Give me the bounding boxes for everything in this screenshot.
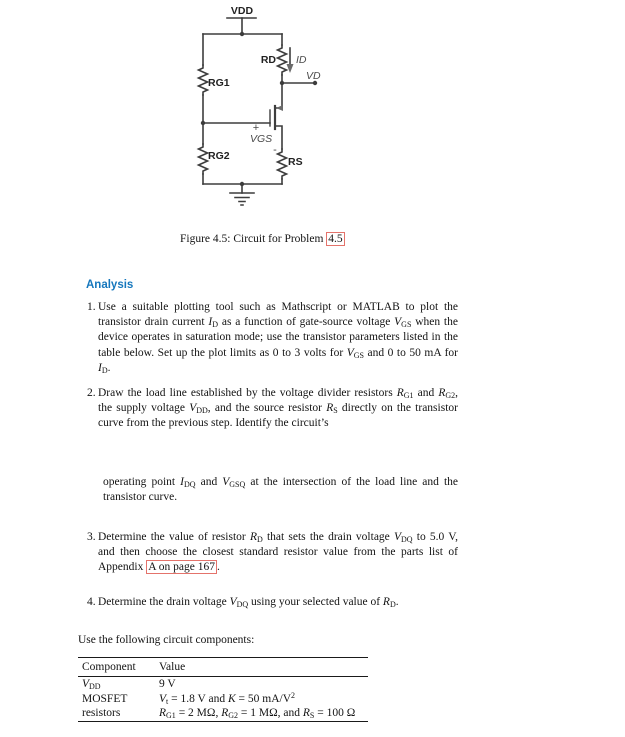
rg2-label: RG2 [208, 150, 230, 162]
resistor-rg2 [199, 144, 208, 174]
item-text: Determine the drain voltage $V_{DQ}$ using your selected value of $R_D$. [98, 596, 399, 609]
ground-icon [230, 193, 254, 205]
component-cell: resistors [82, 707, 121, 719]
resistor-rd [278, 45, 287, 75]
column-header: Component [78, 658, 155, 677]
analysis-item-3 [87, 530, 458, 576]
analysis-item-1 [87, 300, 458, 376]
vdd-label: VDD [230, 5, 254, 17]
cross-reference-link[interactable]: 4.5 [328, 233, 343, 245]
rs-label: RS [288, 156, 303, 168]
vgs-label: VGS [250, 133, 273, 145]
item-text: Determine the value of resistor $R_D$ that sets the drain voltage $V_{DQ}$ to 5.0 V, and then choose the closest standard resistor value from the parts list of Appendix A on page 167 . [98, 531, 458, 574]
component-cell: MOSFET [82, 692, 128, 705]
id-label: ID [296, 54, 307, 66]
table-row [78, 706, 368, 721]
column-header: Value [155, 658, 368, 677]
item-number: 3. [87, 531, 96, 543]
item-number: 4. [87, 596, 96, 608]
resistor-rg1 [199, 65, 208, 95]
table-header-row [78, 658, 368, 677]
item-text: operating point $I_{DQ}$ and $V_{GSQ}$ at the intersection of the load line and the transistor curve. [103, 476, 458, 504]
rg1-label: RG1 [208, 77, 230, 89]
table-row [78, 677, 368, 692]
analysis-heading: Analysis [86, 279, 134, 291]
figure-caption: Figure 4.5: Circuit for Problem 4.5 [180, 233, 343, 245]
analysis-item-2-continued [103, 475, 458, 505]
component-cell: $V_{DD}$ [82, 678, 101, 691]
junction-dot [240, 32, 244, 36]
components-intro: Use the following circuit components: [78, 634, 255, 646]
vgs-plus-sign: + [252, 122, 260, 134]
vd-label: VD [306, 70, 321, 82]
cross-reference-link[interactable]: A on page 167 [148, 561, 215, 574]
value-cell: $V_t = 1.8$ V and K = 50 $mA/V^2$ [159, 690, 296, 706]
item-number: 1. [87, 301, 96, 313]
vgs-minus-sign: - [273, 144, 277, 156]
value-cell: 9 V [159, 678, 176, 690]
value-cell: $R_{G1} = 2$ MΩ, $R_{G2} = 1$ MΩ, and $R_S = 100$ Ω [159, 707, 356, 720]
resistor-rs [278, 149, 287, 179]
item-number: 2. [87, 387, 96, 399]
circuit-diagram [0, 0, 625, 220]
analysis-item-2 [87, 386, 458, 432]
analysis-item-4 [87, 595, 458, 610]
components-table [78, 657, 368, 722]
item-text: Use a suitable plotting tool such as Mathscript or MATLAB to plot the transistor drain current $I_D$ as a function of gate-source voltage $V_{GS}$ when the device operates in saturation mode; use the transistor parameters listed in the table below. Set up the plot limits as 0 to 3 volts for $V_{GS}$ and 0 to 50 mA for $I_D$. [98, 301, 458, 375]
mosfet-arrow-icon [276, 105, 283, 111]
item-text: Draw the load line established by the voltage divider resistors $R_{G1}$ and $R_{G2}$, the supply voltage $V_{DD}$, and the source resistor $R_S$ directly on the transistor curve from the previous step. Identify the circuit’s [98, 387, 458, 430]
table-row [78, 692, 368, 707]
rd-label: RD [260, 54, 276, 66]
id-arrowhead-icon [287, 64, 294, 73]
